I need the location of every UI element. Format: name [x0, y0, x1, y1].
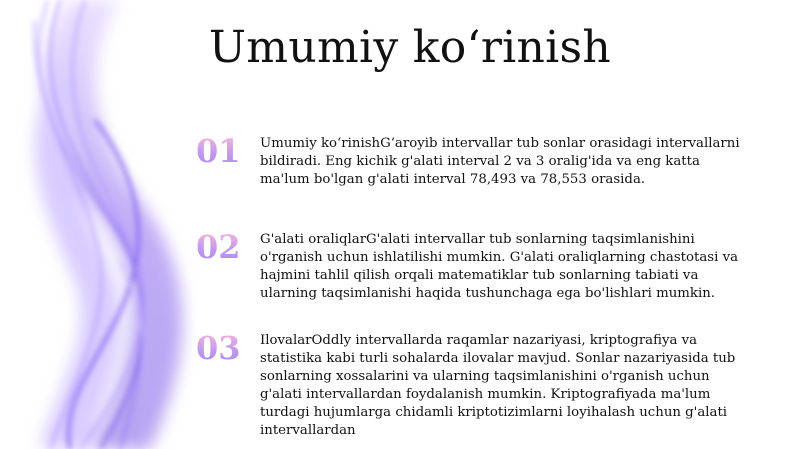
item-text: Umumiy koʻrinishGʻaroyib intervallar tub sonlar orasidagi intervallarni bildiradi. Eng kichik g'alati interval 2 va 3 oralig'ida va eng katta ma'lum bo'lgan g'alati interval 78,493 va 78,553 orasida. [260, 136, 740, 187]
item-text: IlovalarOddly intervallarda raqamlar nazariyasi, kriptografiya va statistika kabi turli sohalarda ilovalar mavjud. Sonlar nazariyasida tub sonlarning xossalarini va ularning taqsimlanishini o'rganish uchun g'alati intervallardan foydalanish mumkin. Kriptografiyada ma'lum turdagi hujumlarga chidamli kriptotizimlarni loyihalash uchun g'alati intervallardan [260, 333, 736, 438]
page-title: Umumiy koʻrinish [208, 22, 612, 73]
item-number: 03 [196, 332, 252, 364]
item-number: 01 [196, 135, 252, 167]
item-number: 02 [196, 231, 252, 263]
item-text: G'alati oraliqlarG'alati intervallar tub sonlarning taqsimlanishini o'rganish uchun ishlatilishi mumkin. G'alati oraliqlarning chastotasi va hajmini tahlil qilish orqali matematiklar tub sonlarning tabiati va ularning taqsimlanishi haqida tushunchaga ega bo'lishlari mumkin. [260, 232, 739, 301]
